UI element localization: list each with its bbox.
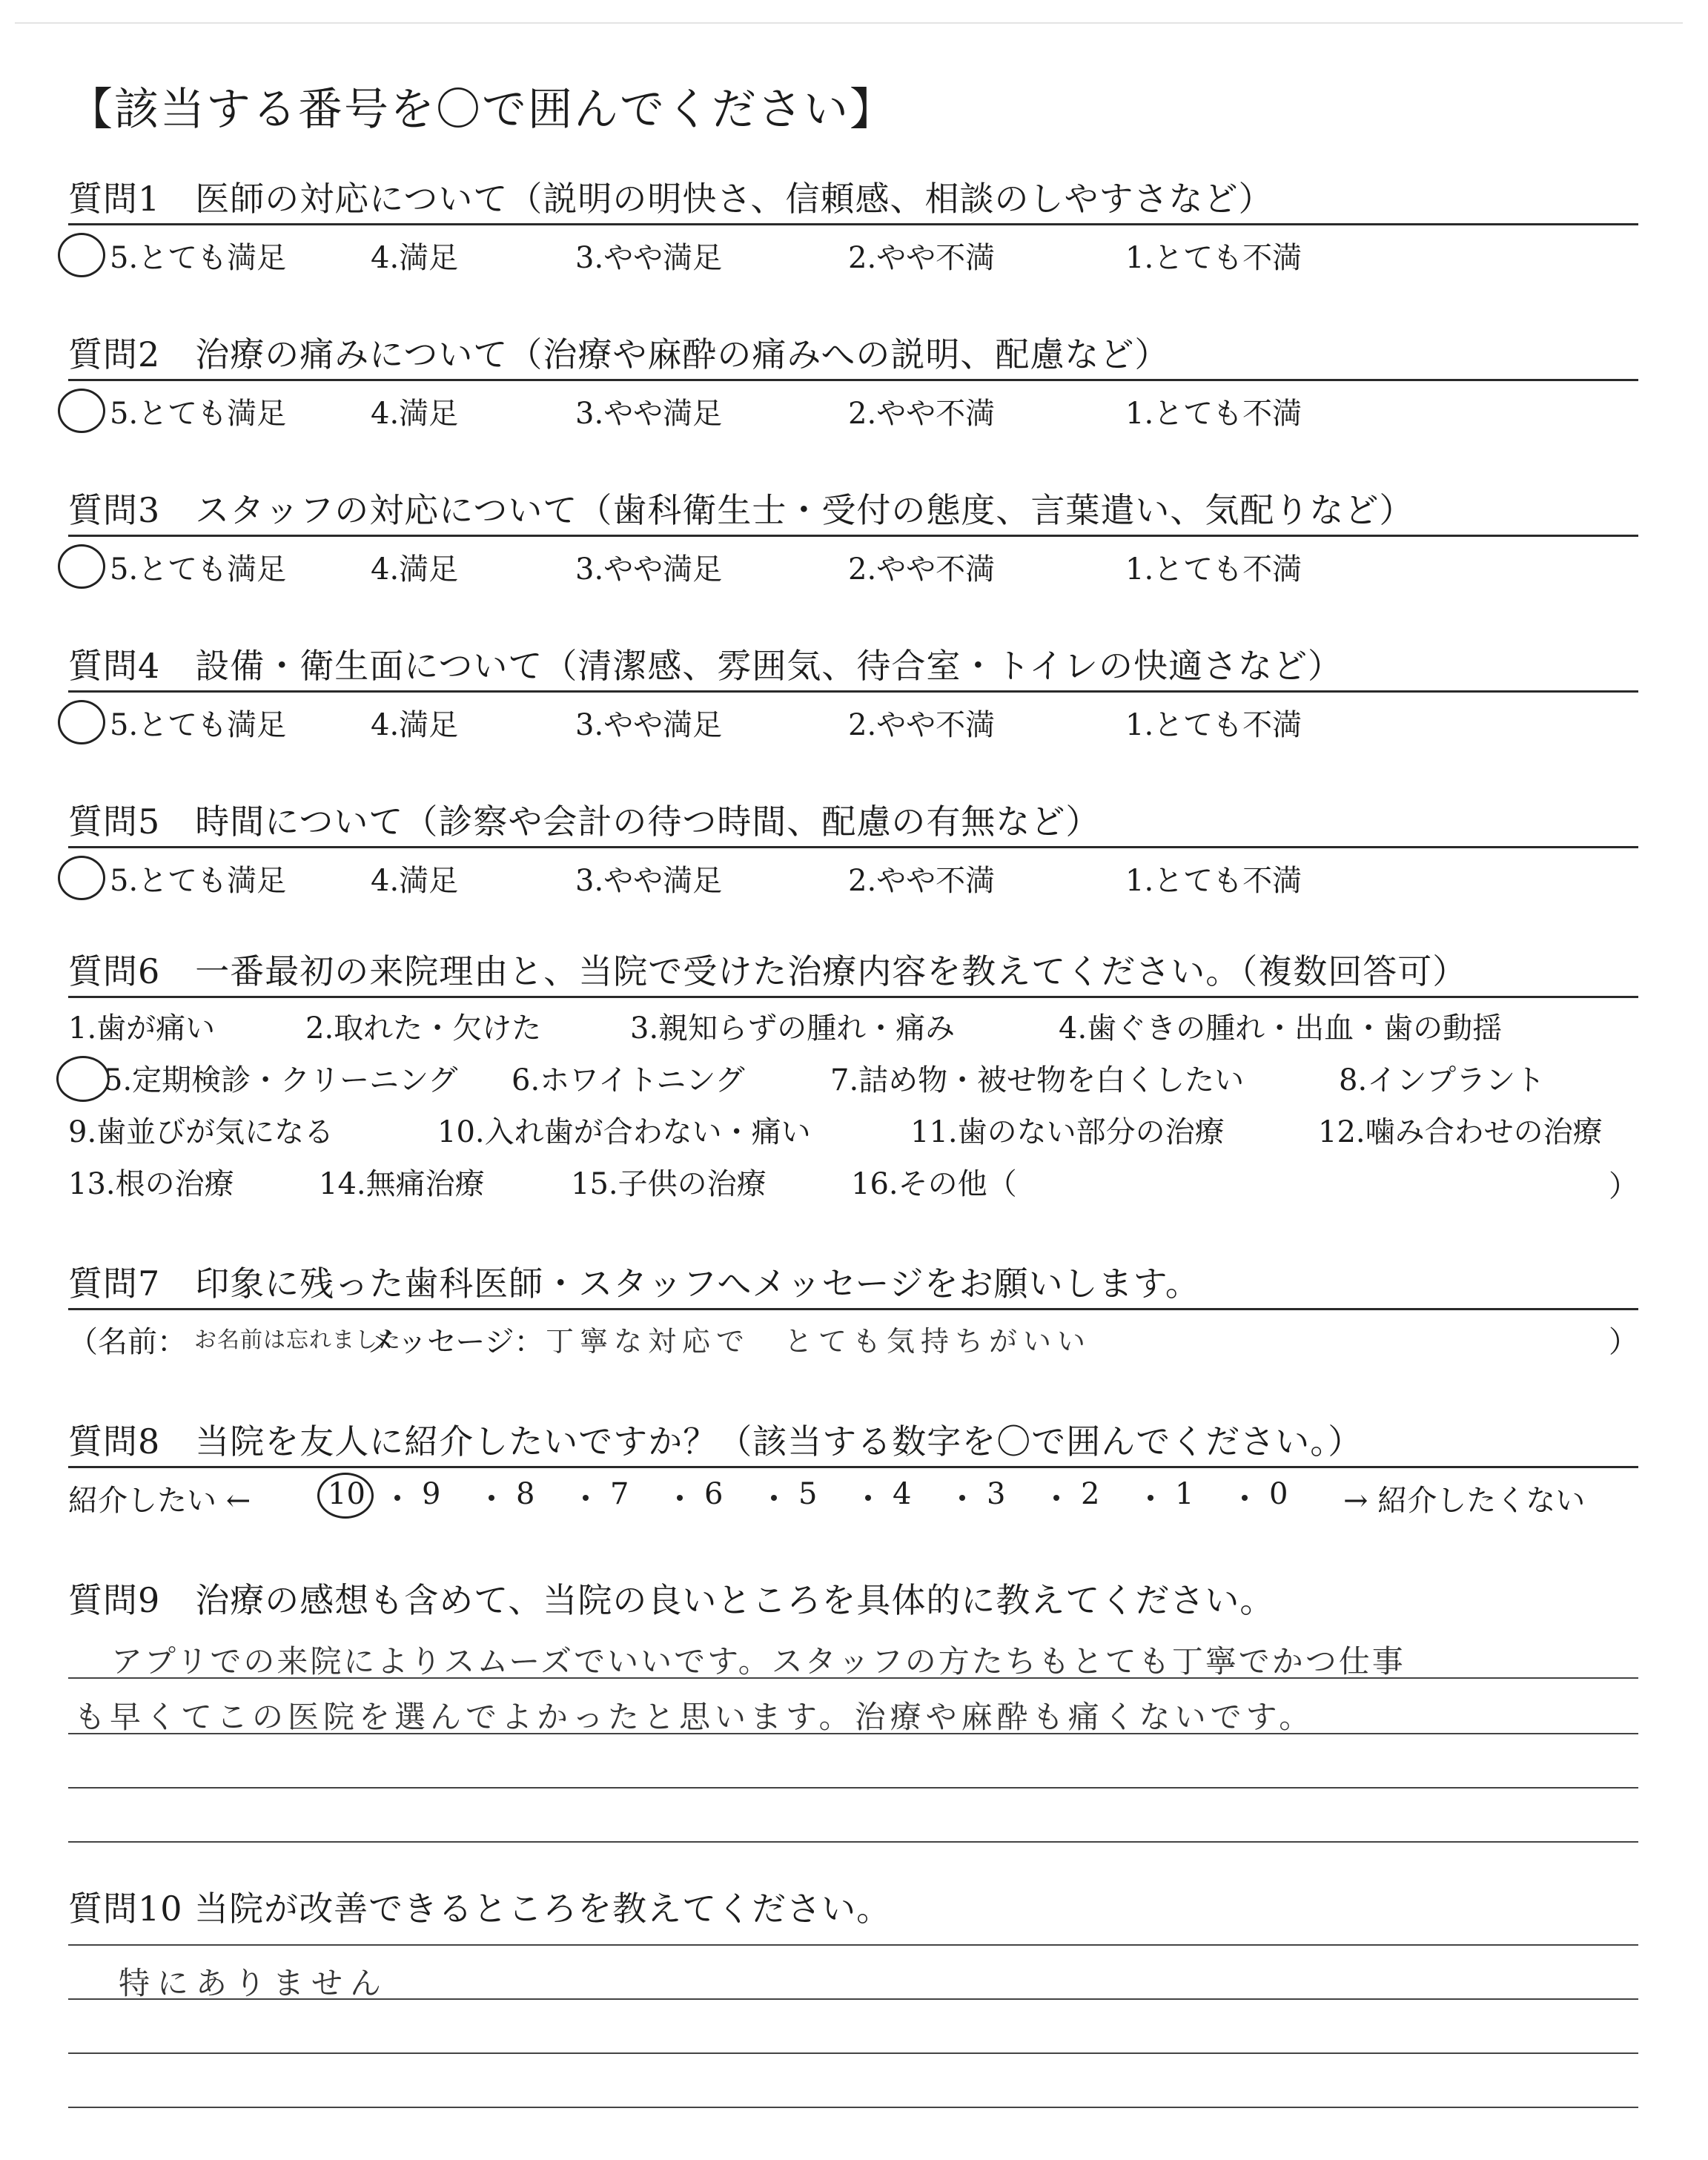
q8-title: 質問8 当院を友人に紹介したいですか？（該当する数字を〇で囲んでください。） [68,1421,1363,1462]
q6-selection-circle [56,1056,110,1102]
q7-message-value: 丁寧な対応で とても気持ちがいい [546,1325,1092,1358]
q6-title: 質問6 一番最初の来院理由と、当院で受けた治療内容を教えてください。（複数回答可） [68,951,1468,991]
q1-option[interactable]: 5.とても満足 [110,241,287,275]
q3-option[interactable]: 5.とても満足 [110,552,287,587]
q10-title: 質問10 当院が改善できるところを教えてください。 [68,1889,892,1929]
q8-separator-dot [865,1495,871,1501]
q8-scale-value[interactable]: 3 [987,1477,1006,1511]
q6-option[interactable]: 7.詰め物・被せ物を白くしたい [830,1063,1245,1097]
q7-rule [68,1308,1638,1310]
q8-scale-value[interactable]: 2 [1081,1477,1100,1511]
q10-line-1 [68,1944,1638,1946]
q6-rule [68,996,1638,998]
q8-separator-dot [489,1495,494,1501]
q3-title: 質問3 スタッフの対応について（歯科衛生士・受付の態度、言葉遣い、気配りなど） [68,490,1414,530]
q5-option[interactable]: 3.やや満足 [575,864,723,898]
q7-message-label: メッセージ： [368,1325,544,1359]
q8-scale-value[interactable]: 0 [1269,1477,1288,1511]
q10-line-3 [68,2052,1638,2054]
page-header: 【該当する番号を〇で囲んでください】 [68,84,896,136]
q3-option[interactable]: 3.やや満足 [575,552,723,587]
q6-option[interactable]: 10.入れ歯が合わない・痛い [437,1115,811,1149]
q6-option[interactable]: 4.歯ぐきの腫れ・出血・歯の動揺 [1059,1011,1503,1046]
q9-answer-line-2: も早くてこの医院を選んでよかったと思います。治療や麻酔も痛くないです。 [74,1699,1315,1735]
q8-scale-value[interactable]: 5 [798,1477,818,1511]
q9-line-3 [68,1787,1638,1789]
q5-option[interactable]: 1.とても不満 [1125,864,1302,898]
q2-option[interactable]: 4.満足 [371,397,459,431]
q1-selection-circle [58,233,105,277]
q3-option[interactable]: 2.やや不満 [848,552,996,587]
q2-option[interactable]: 2.やや不満 [848,397,996,431]
q1-option[interactable]: 4.満足 [371,241,459,275]
q2-option[interactable]: 5.とても満足 [110,397,287,431]
q6-option[interactable]: 8.インプラント [1339,1063,1546,1097]
q6-option[interactable]: 3.親知らずの腫れ・痛み [630,1011,956,1046]
q8-scale-value[interactable]: 7 [610,1477,629,1511]
q3-selection-circle [58,544,105,589]
q10-answer: 特にありません [119,1965,389,2001]
q1-option[interactable]: 2.やや不満 [848,241,996,275]
q8-scale-value[interactable]: 9 [422,1477,441,1511]
q8-separator-dot [1053,1495,1059,1501]
q8-separator-dot [394,1495,400,1501]
q8-right-label: → 紹介したくない [1343,1484,1586,1518]
q8-scale-value[interactable]: 10 [328,1477,365,1511]
q4-title: 質問4 設備・衛生面について（清潔感、雰囲気、待合室・トイレの快適さなど） [68,646,1343,686]
q8-scale-value[interactable]: 6 [704,1477,724,1511]
q4-option[interactable]: 3.やや満足 [575,708,723,742]
q8-left-label: 紹介したい ← [68,1484,251,1518]
q1-rule [68,223,1638,225]
q2-title: 質問2 治療の痛みについて（治療や麻酔の痛みへの説明、配慮など） [68,334,1170,374]
q9-title: 質問9 治療の感想も含めて、当院の良いところを具体的に教えてください。 [68,1580,1275,1620]
q5-option[interactable]: 5.とても満足 [110,864,287,898]
q8-scale-value[interactable]: 4 [893,1477,912,1511]
q8-rule [68,1466,1638,1468]
q4-option[interactable]: 2.やや不満 [848,708,996,742]
q3-rule [68,535,1638,537]
q2-rule [68,379,1638,381]
q6-option[interactable]: 2.取れた・欠けた [305,1011,542,1046]
q6-option[interactable]: 16.その他（ [851,1167,1017,1201]
q7-name-label: （名前： [68,1325,187,1359]
q3-option[interactable]: 4.満足 [371,552,459,587]
q8-selection-circle [317,1473,374,1519]
q6-option[interactable]: 5.定期検診・クリーニング [104,1063,458,1097]
q8-separator-dot [583,1495,589,1501]
q5-title: 質問5 時間について（診察や会計の待つ時間、配慮の有無など） [68,802,1101,842]
q7-title: 質問7 印象に残った歯科医師・スタッフへメッセージをお願いします。 [68,1264,1200,1304]
q8-separator-dot [677,1495,683,1501]
q2-option[interactable]: 3.やや満足 [575,397,723,431]
q6-option[interactable]: 14.無痛治療 [319,1167,485,1201]
q4-option[interactable]: 1.とても不満 [1125,708,1302,742]
q10-line-4 [68,2107,1638,2108]
q3-option[interactable]: 1.とても不満 [1125,552,1302,587]
q4-rule [68,690,1638,693]
q4-selection-circle [58,700,105,744]
q6-close-paren: ） [1609,1169,1638,1203]
q1-title: 質問1 医師の対応について（説明の明快さ、信頼感、相談のしやすさなど） [68,179,1274,219]
scan-top-edge [15,22,1683,24]
q5-rule [68,846,1638,848]
q5-option[interactable]: 4.満足 [371,864,459,898]
q9-answer-line-1: アプリでの来院によりスムーズでいいです。スタッフの方たちもとても丁寧でかつ仕事 [111,1643,1406,1680]
q7-close-paren: ） [1609,1325,1638,1359]
q5-selection-circle [58,856,105,900]
q6-option[interactable]: 6.ホワイトニング [512,1063,745,1097]
q6-option[interactable]: 15.子供の治療 [571,1167,767,1201]
q1-option[interactable]: 3.やや満足 [575,241,723,275]
q5-option[interactable]: 2.やや不満 [848,864,996,898]
q7-name-value: お名前は忘れました [194,1327,401,1353]
q4-option[interactable]: 4.満足 [371,708,459,742]
q9-line-4 [68,1841,1638,1843]
q8-separator-dot [959,1495,965,1501]
q6-option[interactable]: 13.根の治療 [68,1167,234,1201]
q2-option[interactable]: 1.とても不満 [1125,397,1302,431]
q6-option[interactable]: 12.噛み合わせの治療 [1318,1115,1603,1149]
q8-scale-value[interactable]: 8 [516,1477,535,1511]
q6-option[interactable]: 11.歯のない部分の治療 [910,1115,1225,1149]
q6-option[interactable]: 9.歯並びが気になる [68,1115,334,1149]
q1-option[interactable]: 1.とても不満 [1125,241,1302,275]
q8-separator-dot [771,1495,777,1501]
q8-separator-dot [1148,1495,1153,1501]
q6-option[interactable]: 1.歯が痛い [68,1011,216,1046]
q2-selection-circle [58,389,105,433]
q8-separator-dot [1242,1495,1248,1501]
q8-scale-value[interactable]: 1 [1175,1477,1194,1511]
q4-option[interactable]: 5.とても満足 [110,708,287,742]
